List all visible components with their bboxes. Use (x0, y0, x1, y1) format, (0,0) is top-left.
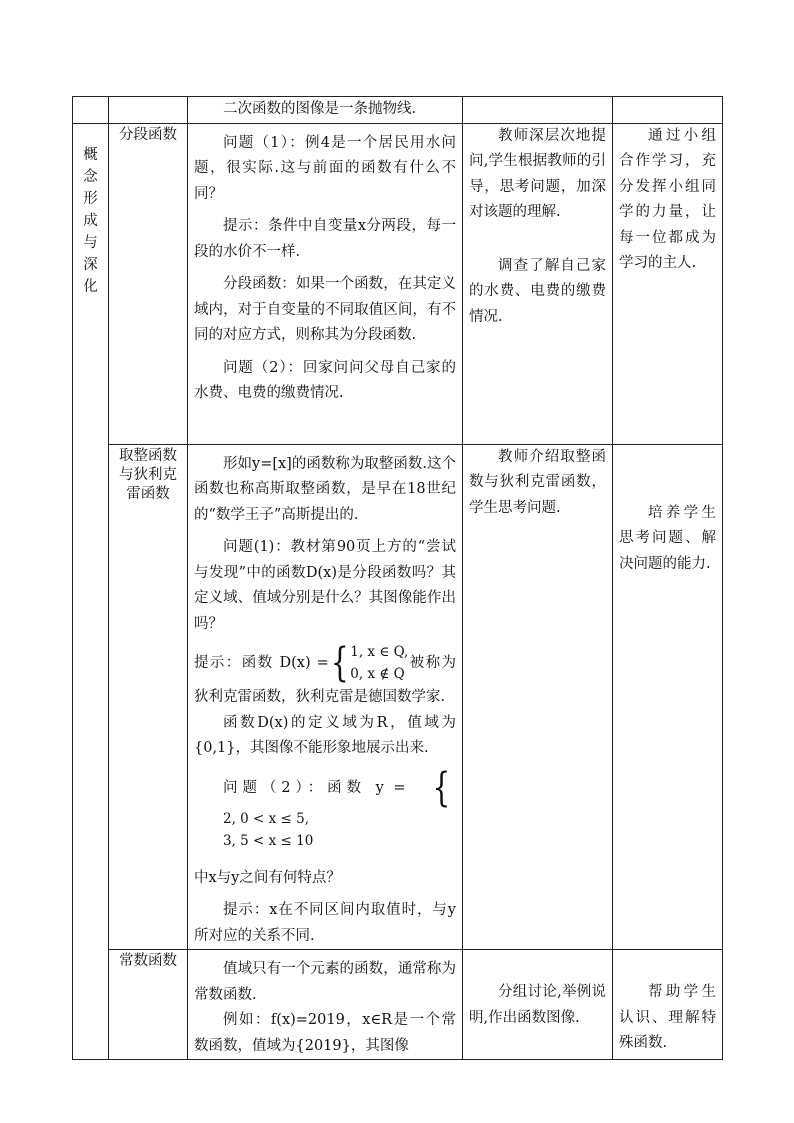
stage-char: 化 (83, 278, 98, 295)
content-cell (188, 97, 463, 124)
topic-constant: 常数函数 (109, 950, 188, 1060)
constant-activity: 分组讨论,举例说明,作出函数图像. (469, 984, 606, 1026)
table-row (73, 444, 723, 950)
stage-char: 念 (83, 168, 98, 185)
stage-char: 成 (83, 212, 98, 229)
dirichlet-cases: 1, x ∈ Q, 0, x ∉ Q (350, 644, 409, 682)
table-row (73, 97, 723, 124)
topic-cell-empty (109, 97, 188, 124)
piecewise-question-2: 问题（2）：回家问问父母自己家的水费、电费的缴费情况. (194, 359, 456, 401)
stage-cell (73, 123, 109, 1060)
goal-cell-empty (613, 97, 723, 124)
topic-floor: 取整函数与狄利克雷函数 (109, 444, 188, 950)
step-cases: 2, 0 < x ≤ 5, 3, 5 < x ≤ 10 (223, 810, 314, 849)
floor-hint: 提示：函数 D(x) ={ 1, x ∈ Q, 0, x ∉ Q 被称为狄利克雷函数，狄利克雷是德国数学家. (194, 640, 457, 705)
floor-question-1: 问题(1)：教材第90页上方的“尝试与发现”中的函数D(x)是分段函数吗？其定义域、值域分别是什么？其图像能作出吗？ (194, 539, 456, 632)
floor-hint-2: 提示：x在不同区间内取值时，与y所对应的关系不同. (194, 902, 456, 944)
activity-piecewise (463, 123, 613, 444)
brace-icon: { (330, 640, 349, 686)
row0-text: 二次函数的图像是一条抛物线. (223, 101, 417, 117)
table-row (73, 123, 723, 444)
floor-question-2: 问题（2）：函数 y = { 2, 0 < x ≤ 5, 3, 5 < x ≤ 10 (188, 768, 462, 852)
piecewise-activity-2: 调查了解自己家的水费、电费的缴费情况. (469, 257, 606, 325)
activity-floor (463, 444, 613, 950)
activity-constant (463, 950, 613, 1060)
floor-activity: 教师介绍取整函数与狄利克雷函数，学生思考问题. (469, 448, 606, 516)
goal-floor (613, 444, 723, 950)
floor-domain-range: 函数D(x)的定义域为R，值域为{0,1}，其图像不能形象地展示出来. (194, 714, 456, 756)
brace-icon: { (432, 764, 450, 811)
topic-piecewise: 分段函数 (109, 123, 188, 444)
stage-char: 深 (83, 256, 98, 273)
constant-goal: 帮助学生认识、理解特殊函数. (619, 984, 716, 1051)
piecewise-definition: 分段函数：如果一个函数，在其定义域内，对于自变量的不同取值区间，有不同的对应方式，则称其为分段函数. (194, 276, 456, 343)
constant-example: 例如：f(x)=2019，x∈R是一个常数函数，值域为{2019}，其图像 (194, 1012, 456, 1054)
goal-constant (613, 950, 723, 1060)
table-row (73, 950, 723, 1060)
lesson-plan-table (72, 96, 723, 1060)
content-floor (188, 444, 463, 950)
floor-question-2-tail: 中x与y之间有何特点？ (194, 869, 341, 886)
activity-cell-empty (463, 97, 613, 124)
stage-char: 概 (83, 146, 98, 163)
floor-intro: 形如y=[x]的函数称为取整函数.这个函数也称高斯取整函数，是早在18世纪的“数学王子”高斯提出的. (194, 455, 456, 523)
piecewise-goal: 通过小组合作学习，充分发挥小组同学的力量，让每一位都成为学习的主人. (619, 127, 716, 271)
floor-goal: 培养学生思考问题、解决问题的能力. (619, 504, 716, 572)
constant-definition: 值域只有一个元素的函数，通常称为常数函数. (194, 961, 456, 1003)
content-constant (188, 950, 463, 1060)
piecewise-hint: 提示：条件中自变量x分两段，每一段的水价不一样. (194, 218, 456, 260)
goal-piecewise (613, 123, 723, 444)
stage-char: 形 (83, 190, 98, 207)
piecewise-question-1: 问题（1）：例4是一个居民用水问题，很实际.这与前面的函数有什么不同？ (194, 134, 456, 202)
stage-char: 与 (83, 234, 98, 251)
piecewise-activity-1: 教师深层次地提问,学生根据教师的引导，思考问题，加深对该题的理解. (469, 127, 606, 220)
content-piecewise (188, 123, 463, 444)
stage-cell-empty (73, 97, 109, 124)
